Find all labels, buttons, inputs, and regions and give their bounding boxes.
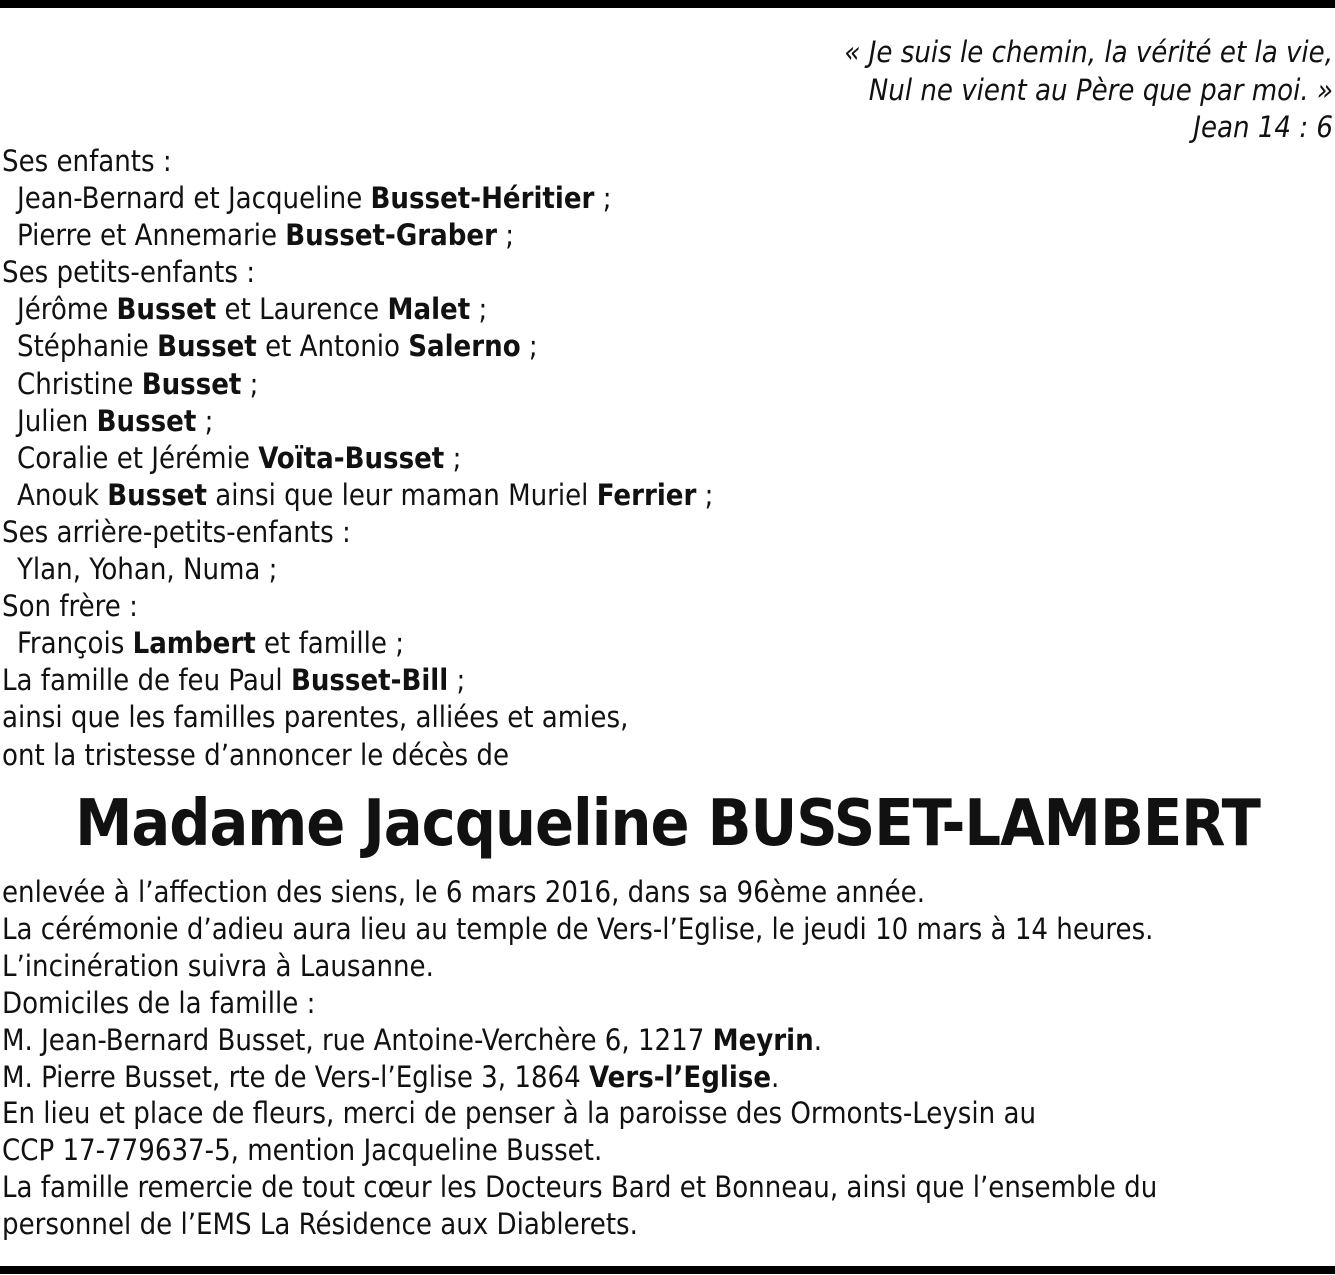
announcement-line: ont la tristesse d’annoncer le décès de xyxy=(2,737,510,772)
quote-line-2: Nul ne vient au Père que par moi. » xyxy=(868,72,1333,107)
ceremony-line: La cérémonie d’adieu aura lieu au temple de Vers-l’Eglise, le jeudi 10 mars à 14 heures. xyxy=(2,911,1154,946)
great-grandchildren-heading: Ses arrière-petits-enfants : xyxy=(2,514,351,549)
child-entry: Pierre et Annemarie Busset-Graber ; xyxy=(17,218,515,253)
thanks-line-1: La famille remercie de tout cœur les Docteurs Bard et Bonneau, ainsi que l’ensemble du xyxy=(2,1170,1158,1205)
grandchildren-heading: Ses petits-enfants : xyxy=(2,255,256,290)
late-family-entry: La famille de feu Paul Busset-Bill ; xyxy=(2,663,466,698)
grandchild-entry: Anouk Busset ainsi que leur maman Muriel Ferrier ; xyxy=(17,477,714,512)
domicile-entry: M. Pierre Busset, rte de Vers-l’Eglise 3, 1864 Vers-l’Eglise. xyxy=(2,1059,780,1094)
grandchild-entry: Christine Busset ; xyxy=(17,366,259,401)
relatives-line: ainsi que les familles parentes, alliées et amies, xyxy=(2,700,629,735)
bottom-rule xyxy=(0,1266,1335,1274)
brother-heading: Son frère : xyxy=(2,589,138,624)
cremation-line: L’incinération suivra à Lausanne. xyxy=(2,948,434,983)
grandchild-entry: Jérôme Busset et Laurence Malet ; xyxy=(17,292,488,327)
grandchild-entry: Stéphanie Busset et Antonio Salerno ; xyxy=(17,329,538,364)
domiciles-heading: Domiciles de la famille : xyxy=(2,985,316,1020)
funeral-details xyxy=(2,874,1157,1243)
family-list xyxy=(2,143,713,774)
quote-reference: Jean 14 : 6 xyxy=(1193,110,1333,144)
quote-line-1: « Je suis le chemin, la vérité et la vie, xyxy=(844,35,1333,69)
donation-line-2: CCP 17-779637-5, mention Jacqueline Busset. xyxy=(2,1133,603,1168)
bible-quote xyxy=(844,34,1333,147)
domicile-entry: M. Jean-Bernard Busset, rue Antoine-Verchère 6, 1217 Meyrin. xyxy=(2,1022,822,1057)
donation-line-1: En lieu et place de fleurs, merci de penser à la paroisse des Ormonts-Leysin au xyxy=(2,1096,1036,1131)
deceased-name: Madame Jacqueline BUSSET-LAMBERT xyxy=(75,787,1260,861)
brother-entry: François Lambert et famille ; xyxy=(17,626,405,661)
grandchild-entry: Coralie et Jérémie Voïta-Busset ; xyxy=(17,440,462,475)
death-line: enlevée à l’affection des siens, le 6 mars 2016, dans sa 96ème année. xyxy=(2,875,925,909)
top-rule xyxy=(0,0,1335,8)
thanks-line-2: personnel de l’EMS La Résidence aux Diablerets. xyxy=(2,1207,638,1242)
great-grandchildren-entry: Ylan, Yohan, Numa ; xyxy=(17,552,278,587)
children-heading: Ses enfants : xyxy=(2,144,172,178)
child-entry: Jean-Bernard et Jacqueline Busset-Héritier ; xyxy=(17,181,612,216)
grandchild-entry: Julien Busset ; xyxy=(17,403,214,438)
